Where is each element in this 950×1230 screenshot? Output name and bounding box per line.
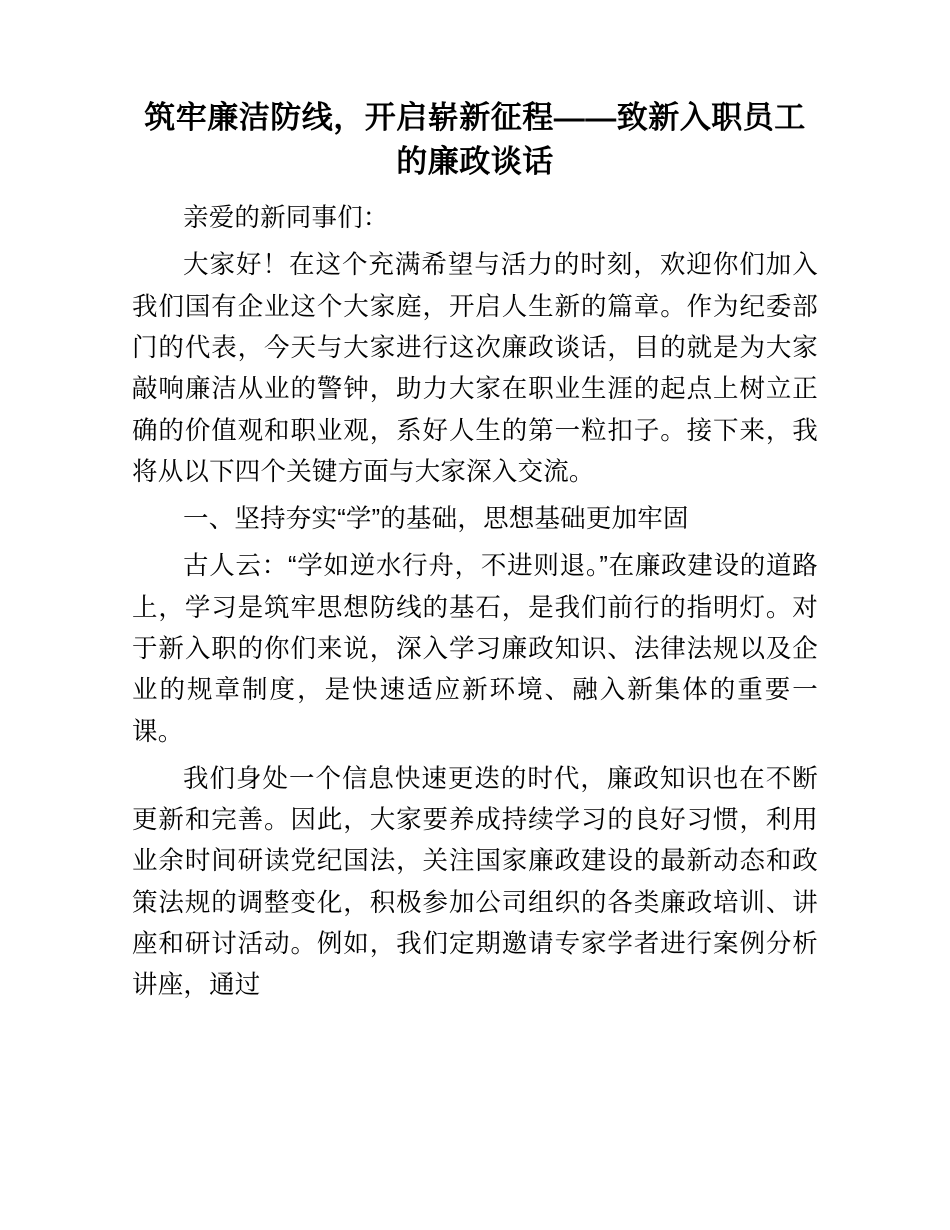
paragraph-body-1: 古人云：“学如逆水行舟，不进则退。”在廉政建设的道路上，学习是筑牢思想防线的基石，是我们前行的指明灯。对于新入职的你们来说，深入学习廉政知识、法律法规以及企业的规章制度，是快速适应新环境、融入新集体的重要一课。 [132,552,818,746]
paragraph-section-heading-1: 一、坚持夯实“学”的基础，思想基础更加牢固 [183,505,689,534]
paragraph-salutation: 亲爱的新同事们： [183,204,389,233]
paragraph-opening: 大家好！在这个充满希望与活力的时刻，欢迎你们加入我们国有企业这个大家庭，开启人生新的篇章。作为纪委部门的代表，今天与大家进行这次廉政谈话，目的就是为大家敲响廉洁从业的警钟，助力大家在职业生涯的起点上树立正确的价值观和职业观，系好人生的第一粒扣子。接下来，我将从以下四个关键方面与大家深入交流。 [132,251,818,486]
page-title: 筑牢廉洁防线，开启崭新征程——致新入职员工的廉政谈话 [144,100,806,180]
paragraph-body-2: 我们身处一个信息快速更迭的时代，廉政知识也在不断更新和完善。因此，大家要养成持续学习的良好习惯，利用业余时间研读党纪国法，关注国家廉政建设的最新动态和政策法规的调整变化，积极参加公司组织的各类廉政培训、讲座和研讨活动。例如，我们定期邀请专家学者进行案例分析讲座，通过 [132,764,818,1000]
